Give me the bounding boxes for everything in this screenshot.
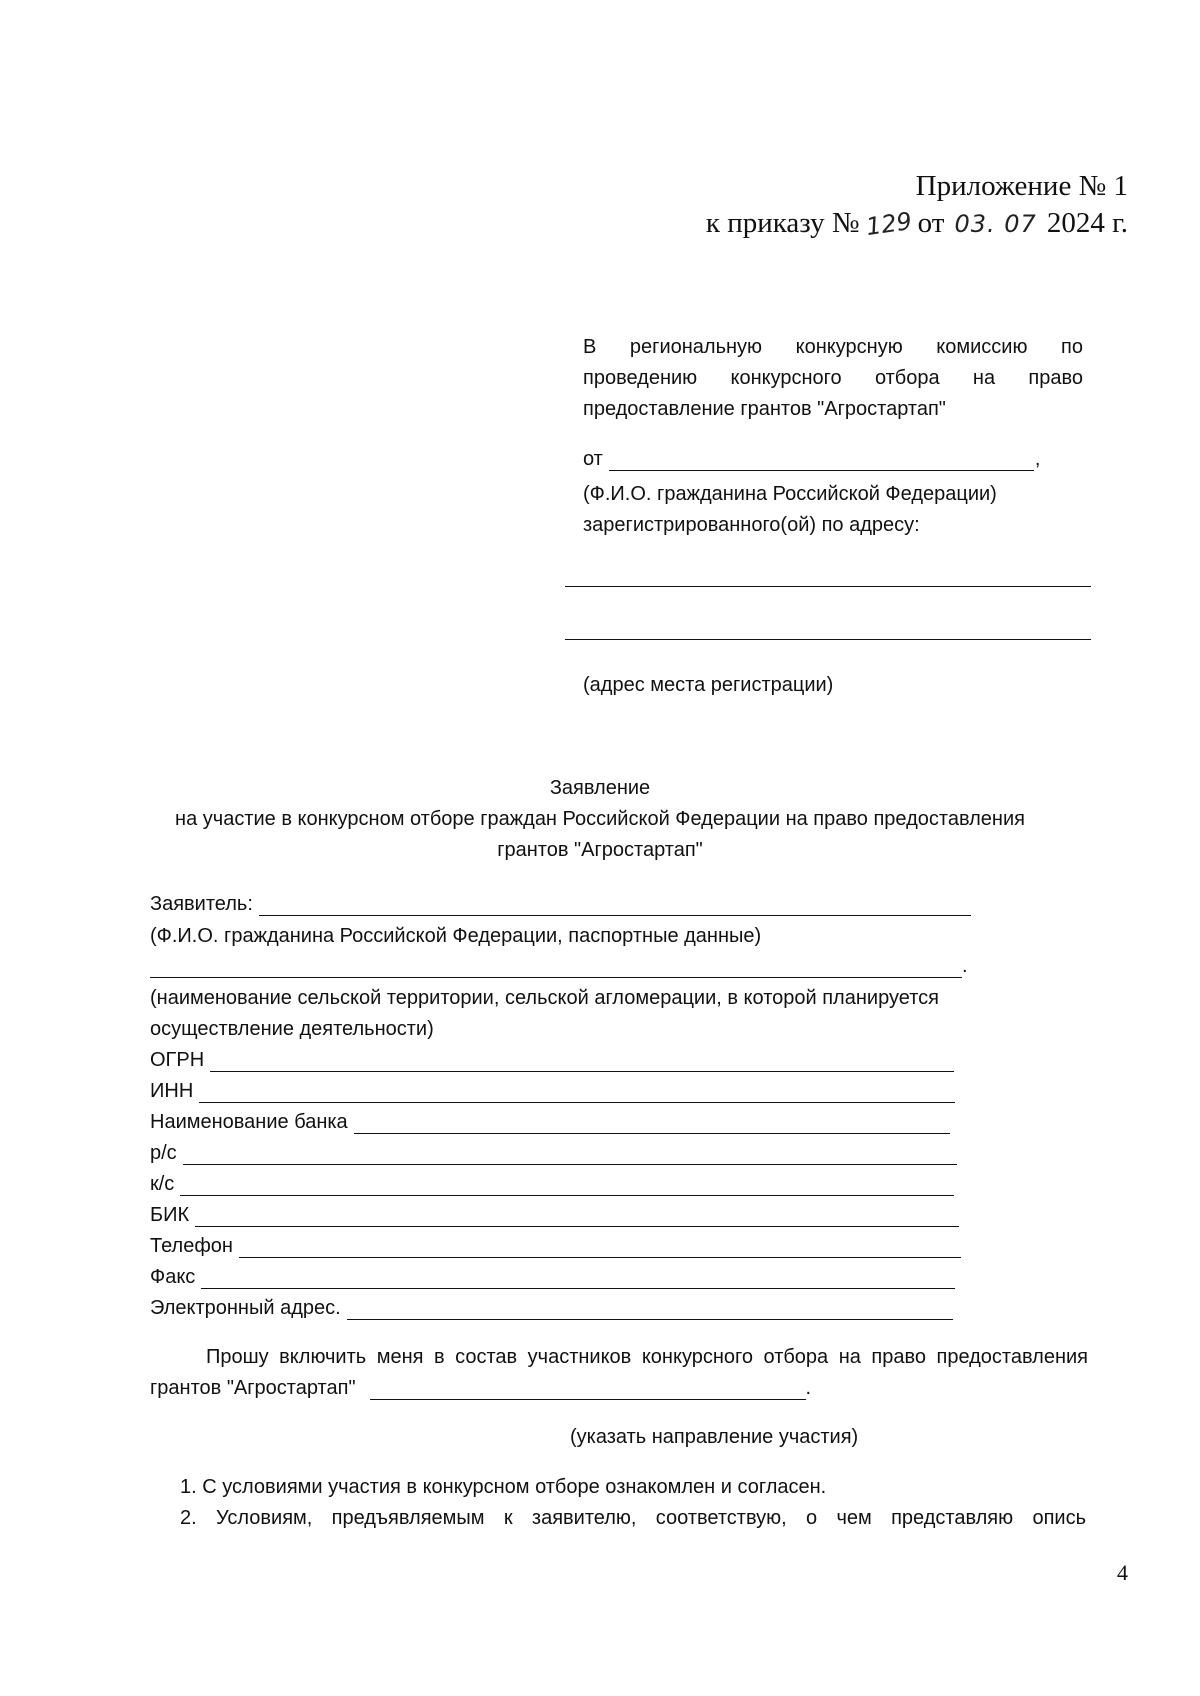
order-from: от [917, 207, 945, 239]
field-bik-label: БИК [150, 1204, 190, 1226]
statement-subtitle-1: на участие в конкурсном отборе граждан Российской Федерации на право предоставления [175, 808, 1025, 830]
field-bank [150, 1111, 950, 1134]
field-email-line[interactable] [347, 1297, 953, 1320]
order-date-handwritten: 03. 07 [954, 210, 1037, 238]
field-fax-label: Факс [150, 1266, 196, 1288]
territory-hint-2: осуществление деятельности) [150, 1018, 434, 1040]
field-ogrn-label: ОГРН [150, 1049, 205, 1071]
field-inn-line[interactable] [199, 1080, 955, 1103]
statement-subtitle-2: грантов "Агростартап" [497, 839, 703, 861]
direction-blank-line[interactable] [370, 1377, 806, 1400]
address-blank-line-1[interactable] [565, 586, 1091, 587]
request-direction-field [150, 1377, 811, 1400]
field-ogrn [150, 1049, 954, 1072]
field-account [150, 1142, 957, 1165]
from-blank-line[interactable] [609, 448, 1034, 471]
field-bank-label: Наименование банка [150, 1111, 348, 1133]
fio-hint: (Ф.И.О. гражданина Российской Федерации) [583, 483, 997, 505]
registered-hint: зарегистрированного(ой) по адресу: [583, 514, 920, 536]
field-email [150, 1297, 953, 1320]
territory-blank-line[interactable] [150, 955, 962, 978]
request-prefix: грантов "Агростартап" [150, 1377, 356, 1399]
applicant-blank-line[interactable] [259, 893, 971, 916]
field-inn [150, 1080, 955, 1103]
from-field [583, 448, 1040, 471]
addressee-text: В региональную конкурсную комиссию по проведению конкурсного отбора на право предоставление грантов "Агростартап" [583, 336, 1083, 420]
field-phone [150, 1235, 961, 1258]
territory-trailing: . [962, 955, 968, 977]
from-label: от [583, 448, 603, 470]
address-caption: (адрес места регистрации) [583, 674, 834, 696]
field-bik-line[interactable] [195, 1204, 959, 1227]
field-bank-line[interactable] [354, 1111, 950, 1134]
territory-hint-1: (наименование сельской территории, сельской агломерации, в которой планируется [150, 987, 939, 1009]
territory-field [150, 955, 968, 978]
field-fax [150, 1266, 955, 1289]
order-number-handwritten: 129 [863, 206, 914, 242]
request-trailing: . [805, 1377, 812, 1399]
address-blank-line-2[interactable] [565, 639, 1091, 640]
applicant-field [150, 893, 971, 916]
from-trailing: , [1034, 448, 1041, 470]
statement-title: Заявление [549, 777, 651, 799]
request-text: Прошу включить меня в состав участников конкурсного отбора на право предоставления [206, 1346, 1088, 1368]
applicant-label: Заявитель: [150, 893, 253, 915]
field-fax-line[interactable] [201, 1266, 955, 1289]
order-reference [706, 207, 1128, 240]
field-phone-line[interactable] [239, 1235, 961, 1258]
direction-caption: (указать направление участия) [570, 1426, 859, 1448]
order-prefix: к приказу № [705, 207, 860, 239]
field-email-label: Электронный адрес. [150, 1297, 341, 1319]
field-corr-account-label: к/с [150, 1173, 175, 1195]
field-account-label: р/с [150, 1142, 177, 1164]
list-item: 2. Условиям, предъявляемым к заявителю, соответствую, о чем представляю опись [180, 1507, 1086, 1529]
list-item: 1. С условиями участия в конкурсном отборе ознакомлен и согласен. [180, 1476, 827, 1498]
order-year: 2024 г. [1046, 207, 1128, 239]
field-corr-account-line[interactable] [180, 1173, 954, 1196]
field-phone-label: Телефон [150, 1235, 233, 1257]
field-account-line[interactable] [183, 1142, 957, 1165]
field-bik [150, 1204, 959, 1227]
page-number: 4 [1117, 1560, 1128, 1585]
appendix-title: Приложение № 1 [915, 170, 1128, 202]
field-corr-account [150, 1173, 954, 1196]
applicant-hint: (Ф.И.О. гражданина Российской Федерации, паспортные данные) [150, 925, 762, 947]
field-inn-label: ИНН [150, 1080, 194, 1102]
field-ogrn-line[interactable] [210, 1049, 954, 1072]
